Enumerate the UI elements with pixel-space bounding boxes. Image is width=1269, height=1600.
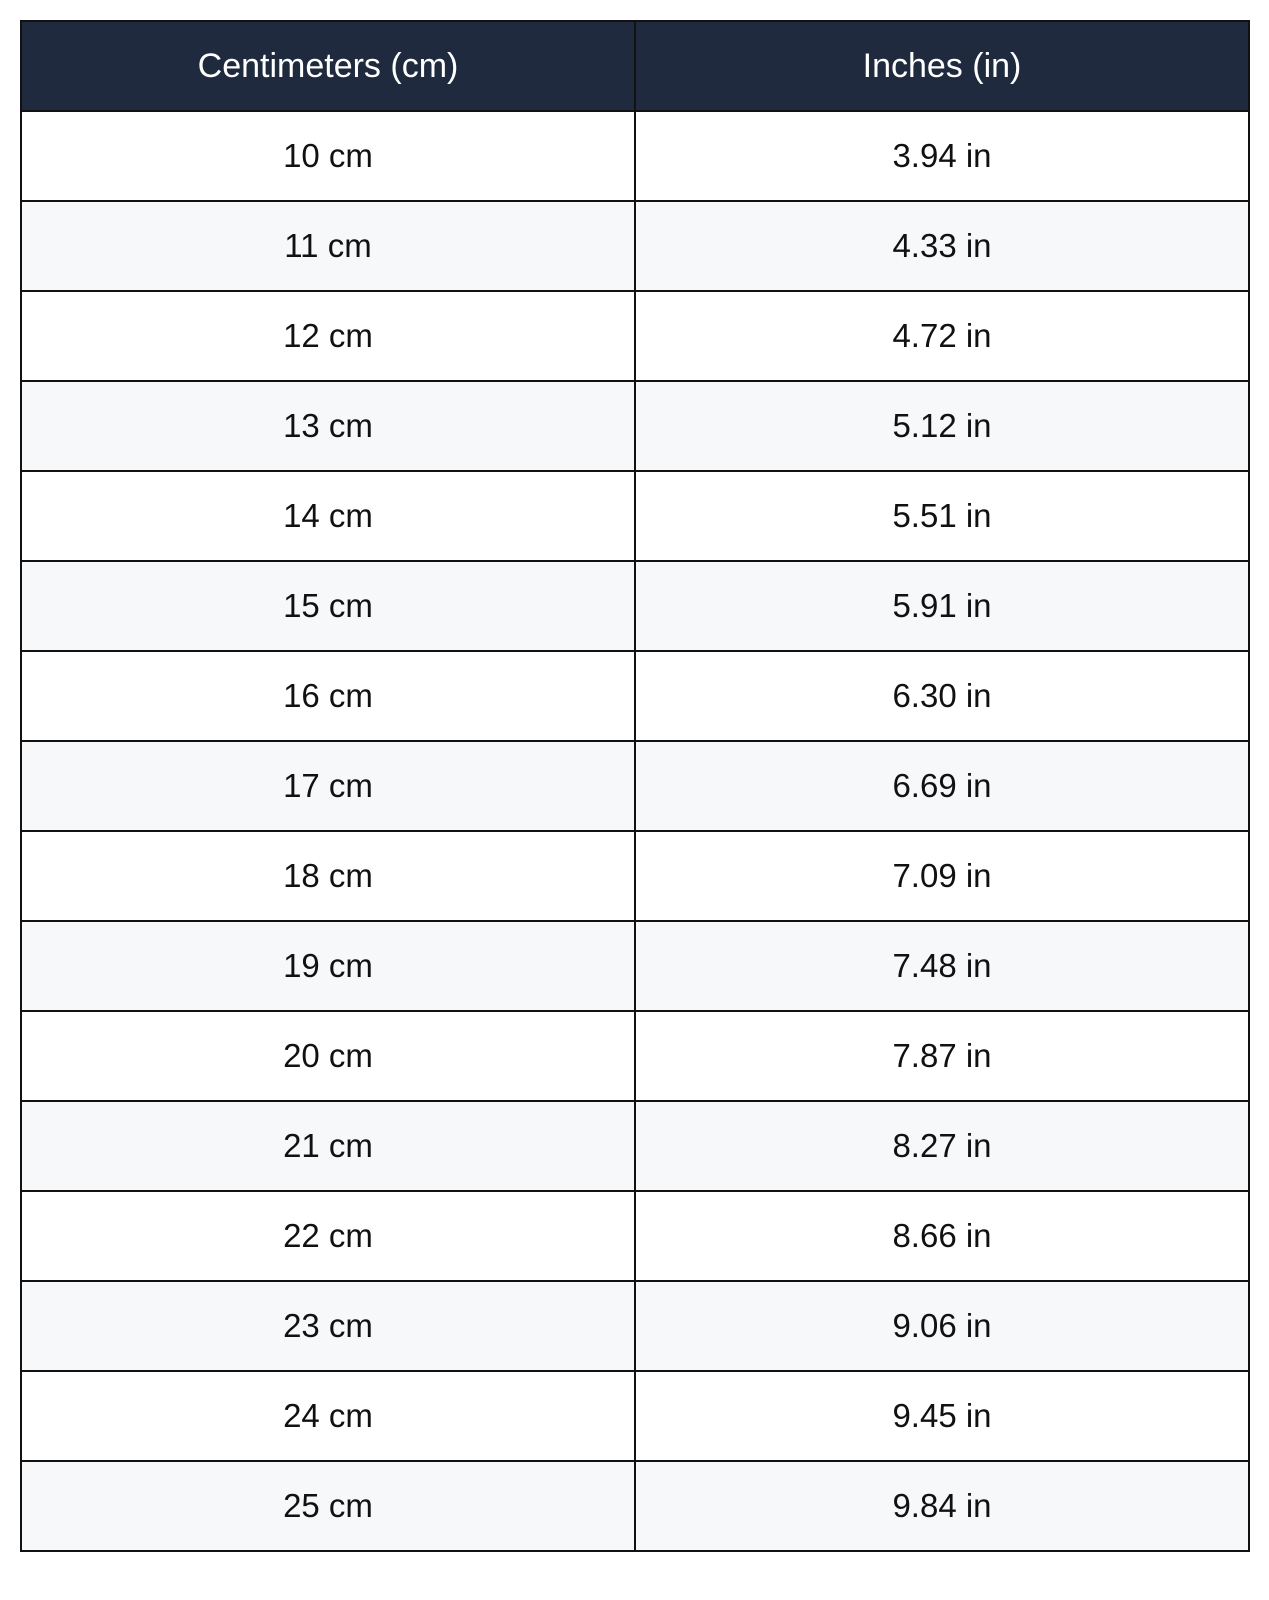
- cell-in: 5.12 in: [635, 381, 1249, 471]
- cell-in: 7.87 in: [635, 1011, 1249, 1101]
- cell-cm: 24 cm: [21, 1371, 635, 1461]
- cell-cm: 13 cm: [21, 381, 635, 471]
- cell-in: 4.72 in: [635, 291, 1249, 381]
- cell-cm: 14 cm: [21, 471, 635, 561]
- table-row: [21, 1101, 1249, 1191]
- conversion-table-container: [20, 20, 1248, 1552]
- cell-cm: 10 cm: [21, 111, 635, 201]
- table-row: [21, 1011, 1249, 1101]
- table-row: [21, 1281, 1249, 1371]
- cell-in: 5.51 in: [635, 471, 1249, 561]
- cell-in: 6.30 in: [635, 651, 1249, 741]
- table-row: [21, 831, 1249, 921]
- table-row: [21, 561, 1249, 651]
- cell-cm: 23 cm: [21, 1281, 635, 1371]
- table-row: [21, 1191, 1249, 1281]
- cell-in: 8.66 in: [635, 1191, 1249, 1281]
- cell-cm: 20 cm: [21, 1011, 635, 1101]
- cell-in: 8.27 in: [635, 1101, 1249, 1191]
- cell-in: 3.94 in: [635, 111, 1249, 201]
- cell-in: 7.48 in: [635, 921, 1249, 1011]
- header-inches: Inches (in): [635, 21, 1249, 111]
- cell-cm: 16 cm: [21, 651, 635, 741]
- cell-cm: 11 cm: [21, 201, 635, 291]
- table-row: [21, 741, 1249, 831]
- cell-in: 9.45 in: [635, 1371, 1249, 1461]
- cell-cm: 19 cm: [21, 921, 635, 1011]
- table-row: [21, 381, 1249, 471]
- table-row: [21, 201, 1249, 291]
- table-row: [21, 921, 1249, 1011]
- table-row: [21, 1461, 1249, 1551]
- cell-in: 5.91 in: [635, 561, 1249, 651]
- cell-cm: 18 cm: [21, 831, 635, 921]
- cell-cm: 22 cm: [21, 1191, 635, 1281]
- cell-cm: 21 cm: [21, 1101, 635, 1191]
- cell-cm: 12 cm: [21, 291, 635, 381]
- cm-to-inches-table: [20, 20, 1250, 1552]
- header-row: [21, 21, 1249, 111]
- table-row: [21, 651, 1249, 741]
- cell-in: 7.09 in: [635, 831, 1249, 921]
- cell-cm: 15 cm: [21, 561, 635, 651]
- table-row: [21, 111, 1249, 201]
- table-header: [21, 21, 1249, 111]
- table-body: [21, 111, 1249, 1551]
- header-centimeters: Centimeters (cm): [21, 21, 635, 111]
- cell-in: 9.06 in: [635, 1281, 1249, 1371]
- table-row: [21, 471, 1249, 561]
- cell-in: 4.33 in: [635, 201, 1249, 291]
- cell-in: 9.84 in: [635, 1461, 1249, 1551]
- cell-cm: 25 cm: [21, 1461, 635, 1551]
- cell-in: 6.69 in: [635, 741, 1249, 831]
- table-row: [21, 1371, 1249, 1461]
- cell-cm: 17 cm: [21, 741, 635, 831]
- table-row: [21, 291, 1249, 381]
